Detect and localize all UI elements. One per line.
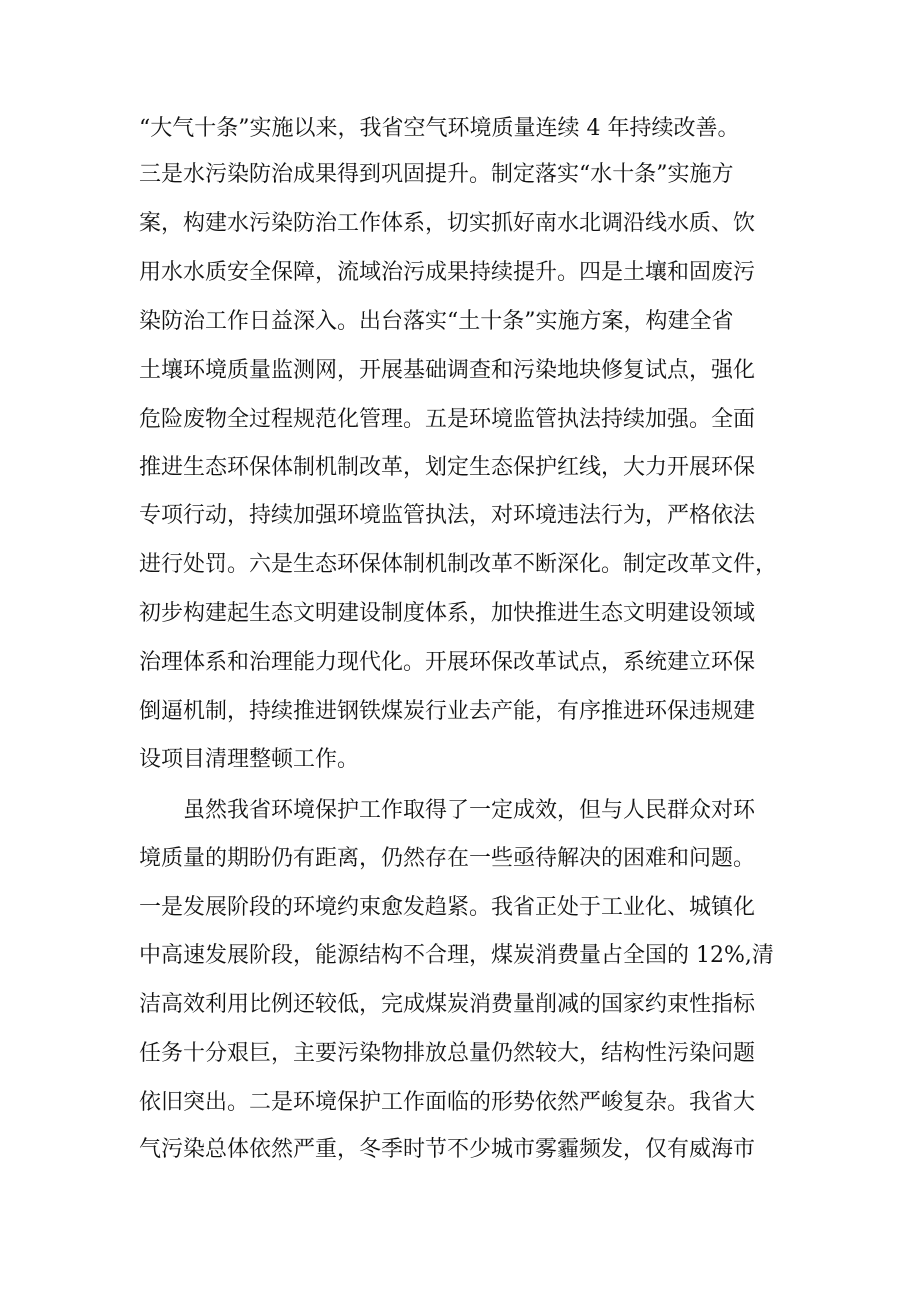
text-line-16: 境质量的期盼仍有距离，仍然存在一些亟待解决的困难和问题。 — [139, 846, 756, 871]
text-line-5: 染防治工作日益深入。出台落实“土十条”实施方案，构建全省 — [139, 309, 734, 334]
text-line-2: 三是水污染防治成果得到巩固提升。制定落实“水十条”实施方 — [139, 162, 734, 187]
text-line-13: 倒逼机制，持续推进钢铁煤炭行业去产能，有序推进环保违规建 — [139, 699, 756, 724]
text-line-11: 初步构建起生态文明建设制度体系，加快推进生态文明建设领域 — [139, 601, 756, 626]
text-line-14: 设项目清理整顿工作。 — [139, 747, 360, 772]
text-line-7: 危险废物全过程规范化管理。五是环境监管执法持续加强。全面 — [139, 407, 756, 432]
text-line-1: “大气十条”实施以来，我省空气环境质量连续 4 年持续改善。 — [139, 116, 740, 141]
text-line-4: 用水水质安全保障，流域治污成果持续提升。四是土壤和固废污 — [139, 260, 756, 285]
text-line-3: 案，构建水污染防治工作体系，切实抓好南水北调沿线水质、饮 — [139, 211, 756, 236]
text-line-12: 治理体系和治理能力现代化。开展环保改革试点，系统建立环保 — [139, 650, 756, 675]
text-line-8: 推进生态环保体制机制改革，划定生态保护红线，大力开展环保 — [139, 455, 756, 480]
text-line-21: 依旧突出。二是环境保护工作面临的形势依然严峻复杂。我省大 — [139, 1090, 756, 1115]
text-line-10: 进行处罚。六是生态环保体制机制改革不断深化。制定改革文件， — [139, 552, 778, 577]
text-line-20: 任务十分艰巨，主要污染物排放总量仍然较大，结构性污染问题 — [139, 1041, 756, 1066]
text-line-17: 一是发展阶段的环境约束愈发趋紧。我省正处于工业化、城镇化 — [139, 895, 756, 920]
text-line-22: 气污染总体依然严重，冬季时节不少城市雾霾频发，仅有威海市 — [139, 1137, 756, 1162]
text-line-18: 中高速发展阶段，能源结构不合理，煤炭消费量占全国的 12%,清 — [139, 943, 774, 968]
text-line-19: 洁高效利用比例还较低，完成煤炭消费量削减的国家约束性指标 — [139, 992, 756, 1017]
text-line-6: 土壤环境质量监测网，开展基础调查和污染地块修复试点，强化 — [139, 358, 756, 383]
text-line-9: 专项行动，持续加强环境监管执法，对环境违法行为，严格依法 — [139, 503, 756, 528]
text-line-15: 虽然我省环境保护工作取得了一定成效，但与人民群众对环 — [183, 798, 756, 823]
